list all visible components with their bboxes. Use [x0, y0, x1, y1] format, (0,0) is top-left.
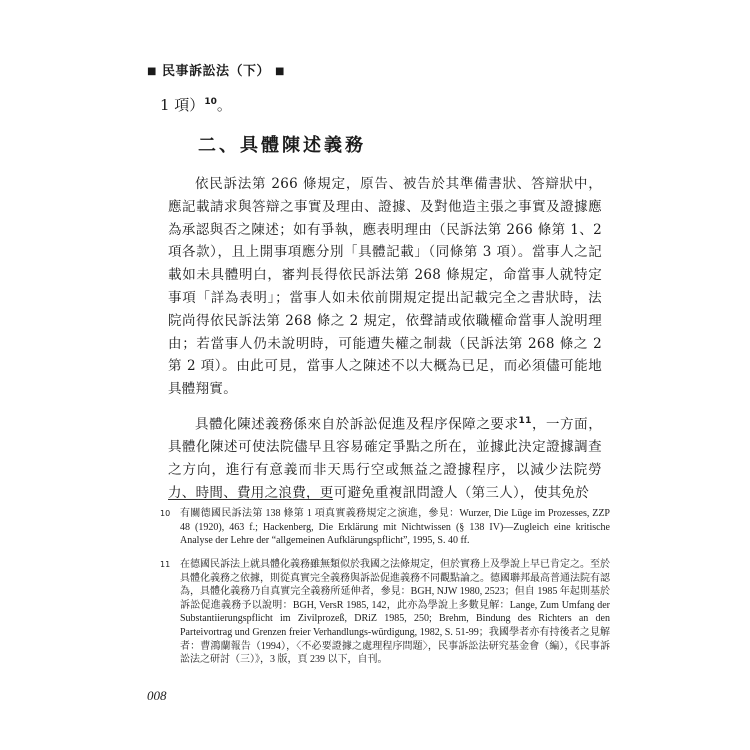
- paragraph-2-before-ref: 具體化陳述義務係來自於訴訟促進及程序保障之要求: [195, 416, 519, 433]
- footnote-text: 有關德國民訴法第 138 條第 1 項真實義務規定之演進，參見：Wurzer, Die Lüge im Prozesses, ZZP 48 (1920), 463 f.; Hackenberg, Die Erklärung mit Nichtwissen (§ 138 IV)—Zugleich eine kritische Analyse der Lehre der “allgemeinen Aufklärungspflicht”, 1995, S. 40 ff.: [180, 508, 610, 547]
- running-head-title: 民事訴訟法（下）: [161, 64, 270, 79]
- continuation-text: 1 項）: [160, 96, 205, 114]
- page-number: 008: [147, 688, 167, 703]
- footnote-10: [160, 507, 610, 548]
- footnote-text: 在德國民訴法上就具體化義務雖無類似於我國之法條規定，但於實務上及學說上早已肯定之。至於具體化義務之依據，則從真實完全義務與訴訟促進義務不同觀點論之。德國聯邦最高普通法院有認為，具體化義務乃自真實完全義務所延伸者，參見：BGH, NJW 1980, 2523；但自 1985 年起則基於訴訟促進義務予以說明：BGH, VersR 1985, 142，此亦為學說上多數見解：Lange, Zum Umfang der Substantiierungspflicht im Zivilprozeß, DRiZ 1985, 250; Brehm, Bindung des Richters an den Parteivortrag und Grenzen freier Verhandlungs-würdigung, 1982, S. 51-99；我國學者亦有持後者之見解者：曹鴻蘭報告（1994），〈不必要證據之處理程序問題〉，民事訴訟法研究基金會（編），《民事訴訟法之研討（三）》，3 版，頁 239 以下，自刊。: [180, 559, 610, 666]
- paragraph-1: [168, 173, 602, 401]
- section-heading: 二、具體陳述義務: [198, 135, 366, 156]
- footnote-number: 11: [160, 560, 171, 569]
- running-head: [147, 60, 285, 79]
- paragraph-2-text: [168, 410, 602, 505]
- footnote-divider: [168, 499, 333, 500]
- paragraph-1-text: 依民訴法第 266 條規定，原告、被告於其準備書狀、答辯狀中，應記載請求與答辯之事實及理由、證據、及對他造主張之事實及證據應為承認與否之陳述；如有爭執，應表明理由（民訴法第 266 條第 1、2 項各款），且上開事項應分別「具體記載」（同條第 3 項）。當事人之記載如未具體明白，審判長得依民訴法第 268 條規定，命當事人就特定事項「詳為表明」；當事人如未依前開規定提出記載完全之書狀時，法院尚得依民訴法第 268 條之 2 規定，依聲請或依職權命當事人說明理由；若當事人仍未說明時，可能遭失權之制裁（民訴法第 268 條之 2 第 2 項）。由此可見，當事人之陳述不以大概為已足，而必須儘可能地具體翔實。: [168, 176, 602, 398]
- footnote-ref-10[interactable]: 10: [204, 97, 217, 107]
- square-bullet-icon: ■: [275, 66, 285, 77]
- paragraph-2-after-ref: ，一方面，具體化陳述可使法院儘早且容易確定爭點之所在，並據此決定證據調查之方向，進行有意義而非天馬行空或無益之證據程序，以減少法院勞力、時間、費用之浪費，更可避免重複訊問證人（第三人），使其免於: [168, 416, 603, 501]
- footnote-11: [160, 558, 610, 667]
- footnote-number: 10: [160, 509, 171, 518]
- continuation-line: [160, 94, 232, 115]
- footnote-ref-11[interactable]: 11: [518, 416, 532, 426]
- square-bullet-icon: ■: [147, 66, 157, 77]
- paragraph-2: [168, 410, 602, 505]
- continuation-end: 。: [216, 96, 232, 114]
